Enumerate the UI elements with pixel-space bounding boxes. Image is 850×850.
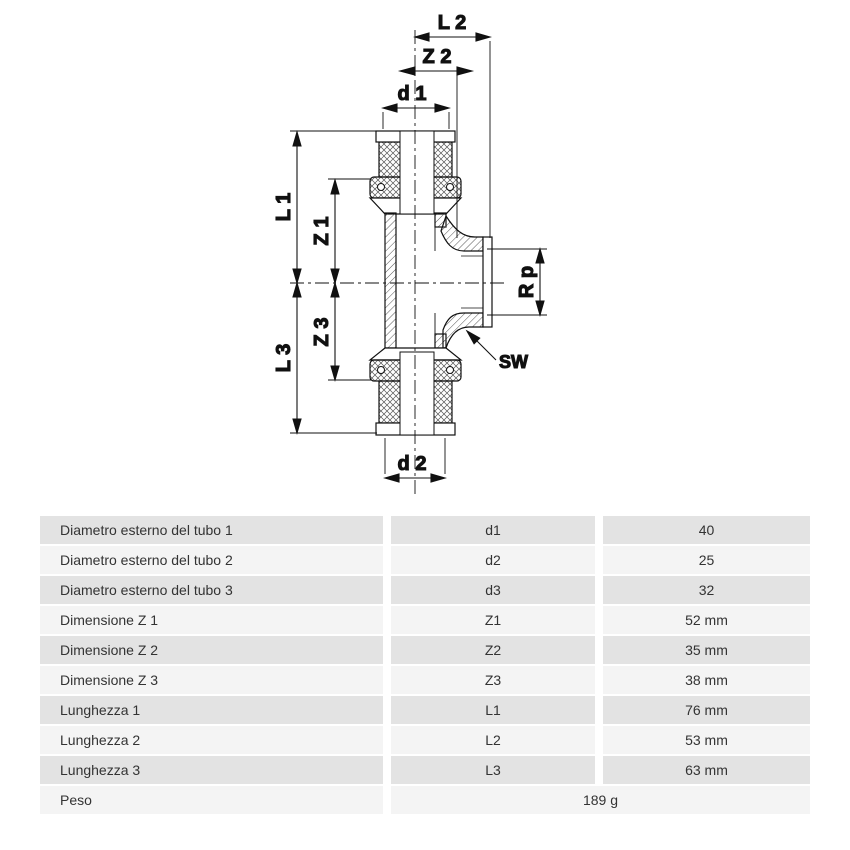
param-value: 25: [603, 546, 810, 574]
param-value: 76 mm: [603, 696, 810, 724]
table-row: [40, 516, 810, 544]
o-ring-left-bottom: [378, 367, 385, 374]
dimension-l3: [273, 283, 301, 433]
param-label: Dimensione Z 2: [40, 636, 383, 664]
param-symbol: Z1: [391, 606, 595, 634]
param-value: 40: [603, 516, 810, 544]
param-symbol: L3: [391, 756, 595, 784]
label-d2: d 2: [397, 453, 427, 475]
param-label: Lunghezza 3: [40, 756, 383, 784]
table-row: [40, 636, 810, 664]
param-symbol: L1: [391, 696, 595, 724]
param-symbol: d3: [391, 576, 595, 604]
press-socket-top: [370, 131, 461, 214]
param-value: 63 mm: [603, 756, 810, 784]
label-z3: Z 3: [311, 317, 333, 347]
param-value: 53 mm: [603, 726, 810, 754]
dimension-rp: [516, 249, 544, 315]
param-symbol: d1: [391, 516, 595, 544]
param-value: 38 mm: [603, 666, 810, 694]
param-label: Diametro esterno del tubo 3: [40, 576, 383, 604]
dimension-l2: [415, 12, 490, 41]
table-row: [40, 666, 810, 694]
table-row: [40, 546, 810, 574]
table-row: [40, 726, 810, 754]
param-label: Dimensione Z 1: [40, 606, 383, 634]
table-row: [40, 576, 810, 604]
param-value: 52 mm: [603, 606, 810, 634]
dimension-z3: [311, 283, 339, 380]
param-label: Diametro esterno del tubo 2: [40, 546, 383, 574]
label-sw: SW: [499, 352, 528, 372]
param-label: Lunghezza 2: [40, 726, 383, 754]
param-label: Peso: [40, 786, 383, 814]
param-value: 35 mm: [603, 636, 810, 664]
label-d1: d 1: [397, 83, 427, 105]
param-symbol: L2: [391, 726, 595, 754]
branch-outlet: [441, 216, 492, 348]
table-row-weight: [40, 786, 810, 814]
dimension-sw: [467, 331, 528, 372]
label-rp: R p: [516, 265, 538, 299]
param-symbol: Z2: [391, 636, 595, 664]
param-value: 32: [603, 576, 810, 604]
dimension-d1: [383, 83, 449, 112]
label-l3: L 3: [273, 343, 295, 373]
o-ring-right: [447, 184, 454, 191]
table-row: [40, 696, 810, 724]
label-z1: Z 1: [311, 216, 333, 246]
param-label: Diametro esterno del tubo 1: [40, 516, 383, 544]
label-z2: Z 2: [422, 46, 452, 68]
dimension-z1: [311, 180, 339, 283]
tube-walls: [385, 213, 446, 348]
o-ring-right-bottom: [447, 367, 454, 374]
table-row: [40, 756, 810, 784]
branch-face: [483, 237, 492, 327]
param-value: 189 g: [391, 786, 810, 814]
o-ring-left: [378, 184, 385, 191]
label-l1: L 1: [273, 192, 295, 222]
spec-table: [40, 516, 810, 816]
param-symbol: Z3: [391, 666, 595, 694]
press-socket-bottom: [370, 348, 461, 435]
dimension-l1: [273, 132, 301, 283]
param-label: Lunghezza 1: [40, 696, 383, 724]
dimension-z2: [400, 46, 472, 75]
dimension-d2: [385, 453, 445, 482]
param-symbol: d2: [391, 546, 595, 574]
param-label: Dimensione Z 3: [40, 666, 383, 694]
label-l2: L 2: [437, 12, 467, 34]
table-row: [40, 606, 810, 634]
